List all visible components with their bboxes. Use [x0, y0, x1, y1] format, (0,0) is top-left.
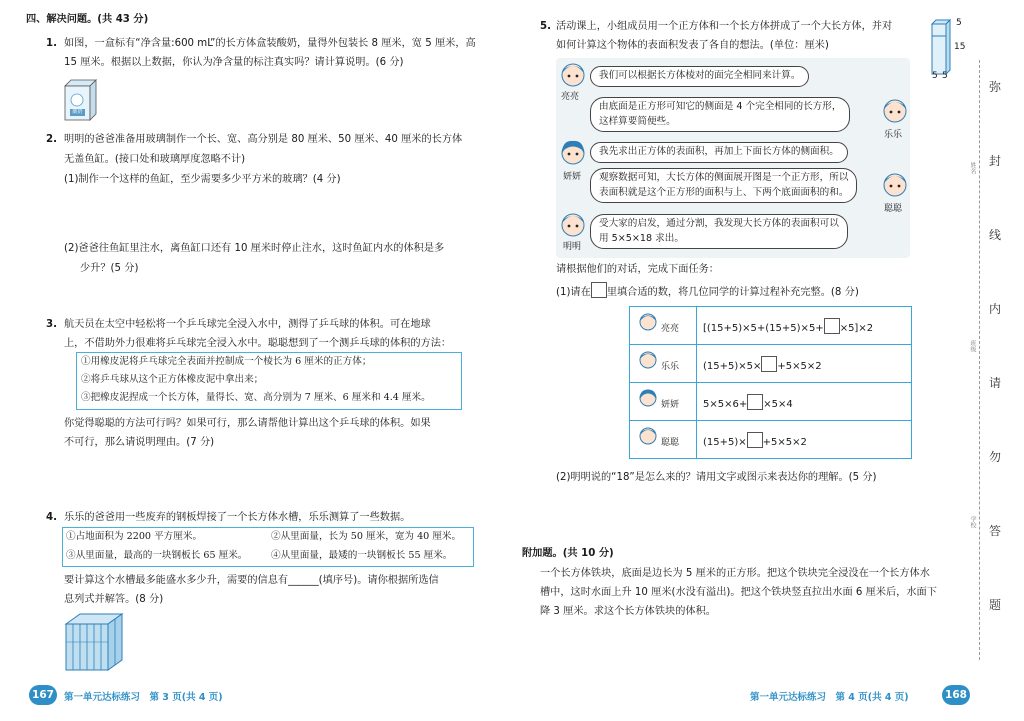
- q3-line2: 上，不借助外力很难将乒乓球完全浸入水中。聪聪想到了一个测乒乓球的体积的方法：: [64, 338, 452, 349]
- answer-blank[interactable]: [747, 394, 763, 410]
- q3-step: ②将乒乓球从这个正方体橡皮泥中拿出来；: [81, 374, 264, 385]
- field-class-label: 班级: [969, 340, 976, 352]
- q2-sub2-line2: 少升？(5 分): [80, 263, 139, 274]
- page-number-left: 167: [29, 685, 57, 705]
- table-expr-cell: [697, 345, 912, 383]
- cuboid-figure: [928, 16, 972, 80]
- water-tank-image: [64, 612, 126, 672]
- q3-number: 3.: [46, 319, 57, 330]
- q5-line2: 如何计算这个物体的表面积发表了各自的想法。(单位：厘米): [556, 40, 829, 51]
- yogurt-carton-image: [62, 78, 100, 122]
- seal-word: 答: [989, 524, 1002, 538]
- q2-line1: 明明的爸爸准备用玻璃制作一个长、宽、高分别是 80 厘米、50 厘米、40 厘米的长方体: [64, 134, 463, 145]
- bubble-text: 表面积就是这个正方形的面积与上、下两个底面面积的和。: [599, 186, 849, 198]
- avatar-mingming: [560, 212, 586, 238]
- table-row: [630, 345, 912, 383]
- q4-line3: 息列式并解答。(8 分): [64, 594, 164, 605]
- seal-word: 封: [989, 154, 1002, 168]
- speech-bubble: [590, 97, 850, 132]
- bubble-text: 受大家的启发，通过分割，我发现大长方体的表面积可以: [599, 218, 839, 229]
- avatar-liangliang-small: [639, 313, 657, 331]
- seal-word: 弥: [989, 80, 1002, 94]
- seal-word: 请: [989, 376, 1002, 390]
- q2-number: 2.: [46, 134, 57, 145]
- q1-line1: 如图，一盒标有“净含量:600 mL”的长方体盒装酸奶，量得外包装长 8 厘米，宽 5 厘米，高: [64, 38, 476, 49]
- q4-number: 4.: [46, 512, 57, 523]
- q4-info-item: ③从里面量，最高的一块钢板长 65 厘米。: [66, 550, 248, 561]
- q5-sub1-part-b: 里填合适的数，将几位同学的计算过程补充完整。(8 分): [606, 287, 859, 298]
- field-name-label: 姓名: [969, 162, 976, 174]
- q3-step: ①用橡皮泥将乒乓球完全表面并控制成一个棱长为 6 厘米的正方体；: [81, 356, 372, 367]
- q1-number: 1.: [46, 38, 57, 49]
- speech-bubble: [590, 168, 857, 203]
- q4-info-item: ②从里面量，长为 50 厘米，宽为 40 厘米。: [271, 531, 462, 542]
- table-name-cell: [630, 307, 697, 345]
- extra-line2: 槽中，这时水面上升 10 厘米(水没有溢出)。把这个铁块竖直拉出水面 6 厘米后，水面下: [540, 587, 937, 598]
- q2-sub1: (1)制作一个这样的鱼缸，至少需要多少平方米的玻璃？(4 分): [64, 174, 341, 185]
- avatar-congcong-small: [639, 427, 657, 445]
- answer-blank[interactable]: [824, 318, 840, 334]
- bubble-text: 我先求出正方体的表面积，再加上下面长方体的侧面积。: [599, 146, 839, 157]
- fig-label-5c: 5: [942, 71, 948, 81]
- answer-blank[interactable]: [761, 356, 777, 372]
- table-row: [630, 383, 912, 421]
- q5-sub1-part-a: (1)请在: [556, 287, 591, 298]
- q4-info-item: ④从里面量，最矮的一块钢板长 55 厘米。: [271, 550, 453, 561]
- table-name: 妍妍: [661, 399, 680, 410]
- table-expr-cell: [697, 421, 912, 459]
- table-name: 亮亮: [661, 323, 680, 334]
- expr-post: +5×5×2: [777, 360, 822, 372]
- q3-line3: 你觉得聪聪的方法可行吗？如果可行，那么请帮他计算出这个乒乓球的体积。如果: [64, 418, 431, 429]
- speaker-name: 妍妍: [563, 172, 582, 182]
- q2-sub2-line1: (2)爸爸往鱼缸里注水，离鱼缸口还有 10 厘米时停止注水，这时鱼缸内水的体积是多: [64, 243, 445, 254]
- answer-blank[interactable]: [747, 432, 763, 448]
- q4-line1: 乐乐的爸爸用一些废弃的钢板焊接了一个长方体水槽，乐乐测算了一些数据。: [64, 512, 411, 523]
- table-name-cell: [630, 421, 697, 459]
- bubble-text: 由底面是正方形可知它的侧面是 4 个完全相同的长方形，: [599, 101, 842, 112]
- avatar-lele-small: [639, 351, 657, 369]
- fig-label-5b: 5: [932, 71, 938, 81]
- table-name: 聪聪: [661, 437, 680, 448]
- q5-number: 5.: [540, 21, 551, 32]
- fig-label-5: 5: [956, 18, 962, 28]
- expr-post: ×5]×2: [839, 322, 874, 334]
- q5-line1: 活动课上，小组成员用一个正方体和一个长方体拼成了一个大长方体，并对: [556, 21, 893, 32]
- speaker-name: 亮亮: [561, 92, 580, 102]
- q3-steps-box: [76, 352, 462, 410]
- q3-step: ③把橡皮泥捏成一个长方体，量得长、宽、高分别为 7 厘米、6 厘米和 4.4 厘米。: [81, 392, 431, 403]
- expr-pre: [(15+5)×5+(15+5)×5+: [703, 322, 824, 334]
- q5-sub2: (2)明明说的“18”是怎么来的？请用文字或图示来表达你的理解。(5 分): [556, 472, 877, 483]
- avatar-yanyan-small: [639, 389, 657, 407]
- bubble-text: 观察数据可知，大长方体的侧面展开图是一个正方形，所以: [599, 172, 849, 183]
- footer-left-text: 第一单元达标练习 第 3 页(共 4 页): [64, 692, 223, 703]
- table-expr-cell: [697, 383, 912, 421]
- q5-task-intro: 请根据他们的对话，完成下面任务：: [556, 264, 719, 275]
- q4-info-item: ①占地面积为 2200 平方厘米。: [66, 531, 203, 542]
- expr-pre: (15+5)×: [703, 436, 747, 448]
- q3-line1: 航天员在太空中轻松将一个乒乓球完全浸入水中，测得了乒乓球的体积。可在地球: [64, 319, 431, 330]
- speech-bubble: [590, 66, 809, 87]
- seal-word: 题: [989, 598, 1002, 612]
- speech-bubble: [590, 142, 848, 163]
- q4-info-box: [62, 527, 474, 567]
- bubble-text: 我们可以根据长方体棱对的面完全相同来计算。: [599, 70, 801, 81]
- table-expr-cell: [697, 307, 912, 345]
- table-row: [630, 421, 912, 459]
- avatar-congcong: [882, 172, 908, 198]
- avatar-yanyan: [560, 140, 586, 166]
- speaker-name: 聪聪: [884, 204, 903, 214]
- speech-bubble: [590, 214, 848, 249]
- carton-label: 酸奶: [72, 109, 83, 115]
- page-number-right: 168: [942, 685, 970, 705]
- q5-answer-table: [629, 306, 912, 459]
- field-school-label: 学校: [969, 516, 976, 528]
- q2-line2: 无盖鱼缸。(接口处和玻璃厚度忽略不计): [64, 154, 246, 165]
- table-name-cell: [630, 383, 697, 421]
- table-name: 乐乐: [661, 361, 680, 372]
- seal-word: 线: [989, 228, 1002, 242]
- speaker-name: 明明: [563, 242, 582, 252]
- section-title: 四、解决问题。(共 43 分): [26, 14, 149, 25]
- avatar-liangliang: [560, 62, 586, 88]
- extra-title: 附加题。(共 10 分): [522, 548, 614, 559]
- q3-line4: 不可行，那么请说明理由。(7 分): [64, 437, 215, 448]
- q1-line2: 15 厘米。根据以上数据，你认为净含量的标注真实吗？请计算说明。(6 分): [64, 57, 404, 68]
- q5-sub1: [556, 282, 859, 300]
- seal-line: [979, 60, 980, 660]
- q4-line2: 要计算这个水槽最多能盛水多少升，需要的信息有______(填序号)。请你根据所选信: [64, 575, 439, 586]
- seal-word: 勿: [989, 450, 1002, 464]
- bubble-text: 这样算要简便些。: [599, 115, 676, 127]
- binding-margin: [977, 0, 1024, 721]
- expr-post: +5×5×2: [762, 436, 807, 448]
- speaker-name: 乐乐: [884, 130, 903, 140]
- extra-line1: 一个长方体铁块，底面是边长为 5 厘米的正方形。把这个铁块完全浸没在一个长方体水: [540, 568, 930, 579]
- blank-box-example: [591, 282, 607, 298]
- extra-line3: 降 3 厘米。求这个长方体铁块的体积。: [540, 606, 716, 617]
- bubble-text: 用 5×5×18 求出。: [599, 232, 684, 244]
- expr-post: ×5×4: [763, 398, 793, 410]
- footer-right-text: 第一单元达标练习 第 4 页(共 4 页): [750, 692, 909, 703]
- table-name-cell: [630, 345, 697, 383]
- avatar-lele: [882, 98, 908, 124]
- table-row: [630, 307, 912, 345]
- expr-pre: (15+5)×5×: [703, 360, 762, 372]
- expr-pre: 5×5×6+: [703, 398, 748, 410]
- fig-label-15: 15: [954, 42, 966, 52]
- seal-word: 内: [989, 302, 1002, 316]
